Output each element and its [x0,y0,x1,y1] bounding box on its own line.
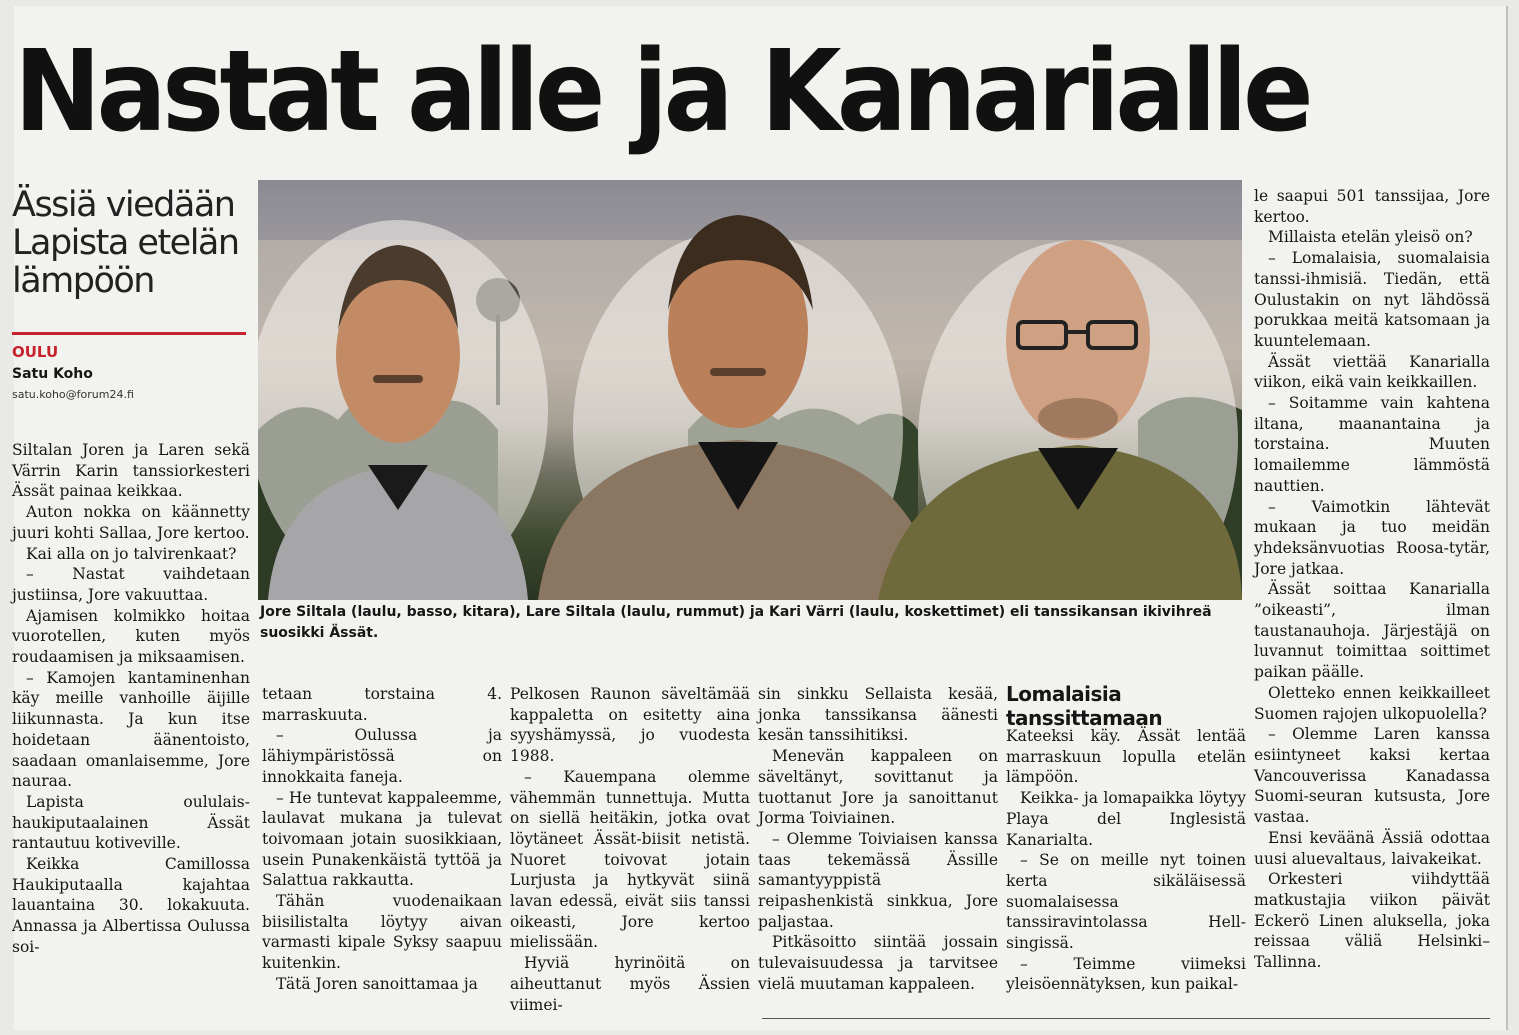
paragraph: Ajamisen kolmikko hoitaa vuorotellen, kuten myös roudaamisen ja miksaamisen. [12,606,250,667]
dateline-place: OULU [12,343,59,361]
paragraph: le saapui 501 tanssijaa, Jore kertoo. [1254,187,1490,226]
paragraph: – Olemme Laren kanssa esiintyneet kaksi kertaa Vancouverissa Kanadassa Suomi-seuran kutsusta, Jore vastaa. [1254,725,1490,827]
paragraph: – Soitamme vain kahtena iltana, maanantaina ja torstaina. Muuten lomailemme lämmöstä nauttien. [1254,394,1490,495]
section-subhead: Lomalaisia tanssittamaan [1006,682,1163,730]
paragraph: – Vaimotkin lähtevät mukaan ja tuo meidän yhdeksänvuotias Roosa-tytär, Jore jatkaa. [1254,497,1490,578]
paragraph: – Oulussa ja lähiympäristössä on innokkaita faneja. [262,726,502,786]
paragraph: Kateeksi käy. Ässät lentää marraskuun lopulla etelän lämpöön. [1006,727,1246,787]
deck-subtitle: Ässiä viedään Lapista etelän lämpöön [12,185,239,301]
paragraph: tetaan torstaina 4. marraskuuta. [262,685,502,724]
body-column-3 [510,684,750,1015]
paragraph: – Olemme Toiviaisen kanssa taas tekemässä Ässille samantyyppistä reipashenkistä sinkkua, Jore paljastaa. [758,829,998,931]
paragraph: Ässät soittaa Kanarialla ”oikeasti”, ilman taustanauhoja. Järjestäjä on luvannut toimittaa soittimet paikan päälle. [1254,580,1490,682]
paragraph: Millaista etelän yleisö on? [1268,228,1473,247]
band-photo-illustration [258,180,1242,600]
paragraph: Siltalan Joren ja Laren sekä Värrin Karin tanssiorkesteri Ässät painaa keikkaa. [12,441,250,501]
byline-author: Satu Koho [12,366,93,382]
bottom-rule [762,1018,1490,1019]
paragraph: – Teimme viimeksi yleisöennätyksen, kun paikal- [1006,954,1246,994]
paragraph: Hyviä hyrinöitä on aiheuttanut myös Ässien viimei- [510,954,750,1014]
body-column-1 [12,440,250,958]
paragraph: – He tuntevat kappaleemme, laulavat mukana ja tulevat toivomaan jotain suosikkiaan, usein Punakenkäistä tyttöä ja Salattua rakkautta. [262,788,502,890]
paragraph: Kai alla on jo talvirenkaat? [26,544,237,563]
paragraph: Tätä Joren sanoittamaa ja [276,974,478,993]
body-column-5 [1006,726,1246,995]
headline: Nastat alle ja Kanarialle [14,27,1310,157]
photo-caption: Jore Siltala (laulu, basso, kitara), Lare Siltala (laulu, rummut) ja Kari Värri (laulu, koskettimet) eli tanssikansan ikivihreä suosikki Ässät. [260,604,1212,641]
body-column-4 [758,684,998,995]
red-rule [12,332,246,335]
paragraph: Lapista oululais-haukiputaalainen Ässät rantautuu kotiveville. [12,792,250,853]
paragraph: Orkesteri viihdyttää matkustajia viikon päivät Eckerö Linen aluksella, joka reissaa väliä Helsinki–Tallinna. [1254,870,1490,972]
paragraph: Pelkosen Raunon säveltämää kappaletta on esitetty aina syyshämyssä, jo vuodesta 1988. [510,685,750,766]
band-photo [258,180,1242,600]
paragraph: Menevän kappaleen on säveltänyt, sovittanut ja tuottanut Jore ja sanoittanut Jorma Toiviainen. [758,747,998,828]
byline-email: satu.koho@forum24.fi [12,388,134,401]
body-column-2 [262,684,502,995]
paragraph: Keikka- ja lomapaikka löytyy Playa del Inglesistä Kanarialta. [1006,789,1246,849]
paragraph: Ensi keväänä Ässiä odottaa uusi aluevaltaus, laivakeikat. [1254,828,1490,868]
paragraph: Auton nokka on käännetty juuri kohti Sallaa, Jore kertoo. [12,503,250,542]
paragraph: sin sinkku Sellaista kesää, jonka tanssikansa äänesti kesän tanssihitiksi. [758,685,998,745]
paragraph: – Nastat vaihdetaan justiinsa, Jore vakuuttaa. [12,565,250,604]
body-column-6 [1254,186,1490,973]
paragraph: Keikka Camillossa Haukiputaalla kajahtaa lauantaina 30. lokakuuta. Annassa ja Albertissa Oulussa soi- [12,855,250,956]
paragraph: Oletteko ennen keikkailleet Suomen rajojen ulkopuolella? [1254,683,1490,723]
paragraph: Pitkäsoitto siintää jossain tulevaisuudessa ja tarvitsee vielä muutaman kappaleen. [758,933,998,993]
paragraph: – Kamojen kantaminenhan käy meille vanhoille äijille liikunnasta. Ja kun itse hoidetaan äänentoisto, saadaan omanlaisemme, Jore nauraa. [12,668,250,791]
paragraph: Ässät viettää Kanarialla viikon, eikä vain keikkaillen. [1254,352,1490,392]
paragraph: – Se on meille nyt toinen kerta sikäläisessä suomalaisessa tanssiravintolassa Hell-singissä. [1006,851,1246,953]
paragraph: – Lomalaisia, suomalaisia tanssi-ihmisiä. Tiedän, että Oulustakin on nyt lähdössä porukkaa meitä katsomaan ja kuuntelemaan. [1254,249,1490,350]
paragraph: Tähän vuodenaikaan biisilistalta löytyy aivan varmasti kipale Syksy saapuu kuitenkin. [262,892,502,973]
paragraph: – Kauempana olemme vähemmän tunnettuja. Mutta on siellä heitäkin, jotka ovat löytäneet Ässät-biisit netistä. Nuoret toivovat jotain Lurjusta ja hytkyvät siinä lavan edessä, eivät siis tanssi oikeasti, Jore kertoo mielissään. [510,767,750,952]
